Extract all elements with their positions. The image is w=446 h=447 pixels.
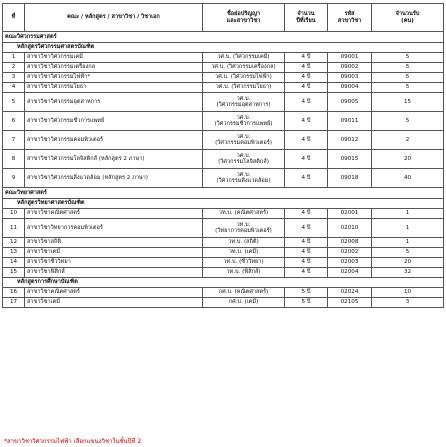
row-no: 17 xyxy=(3,298,25,308)
table-row xyxy=(3,268,444,278)
degree-line-1: วศ.บ. (วิศวกรรมโยธา) xyxy=(215,84,272,91)
row-years: 4 ปี xyxy=(285,63,328,73)
degree-line-2: (วิทยาการคอมพิวเตอร์) xyxy=(215,228,272,234)
row-seats: 1 xyxy=(372,238,444,248)
degree-line-1: วศ.บ. xyxy=(236,152,251,159)
row-degree xyxy=(203,73,285,83)
faculty-row xyxy=(3,32,444,43)
row-program: สาขาวิชาคณิตศาสตร์ xyxy=(25,209,203,219)
row-no: 9 xyxy=(3,169,25,188)
header-years: จำนวน ปีที่เรียน xyxy=(285,4,328,32)
degree-line-1: วศ.บ. (วิศวกรรมเคมี) xyxy=(217,54,270,61)
degree-line-1: วศ.บ. (วิศวกรรมเครื่องกล) xyxy=(211,64,276,71)
table-row xyxy=(3,73,444,83)
table-row xyxy=(3,248,444,258)
faculty-name: คณะวิศวกรรมศาสตร์ xyxy=(3,32,444,43)
row-years: 4 ปี xyxy=(285,53,328,63)
row-code: 02003 xyxy=(328,258,372,268)
row-seats: 5 xyxy=(372,83,444,93)
row-no: 4 xyxy=(3,83,25,93)
admission-table xyxy=(2,3,444,308)
table-row xyxy=(3,112,444,131)
row-no: 7 xyxy=(3,131,25,150)
table-row xyxy=(3,209,444,219)
row-code: 09004 xyxy=(328,83,372,93)
row-program: สาขาวิชาวิศวกรรมโลจิสติกส์ (หลักสูตร 2 ภาษา) xyxy=(25,150,203,169)
table-row xyxy=(3,219,444,238)
degree-line-1: วท.บ. (เคมี) xyxy=(228,249,259,256)
row-degree xyxy=(203,93,285,112)
row-code: 02024 xyxy=(328,288,372,298)
row-program: สาขาวิชาวิศวกรรมสิ่งแวดล้อม (หลักสูตร 2 ภาษา) xyxy=(25,169,203,188)
row-degree xyxy=(203,131,285,150)
row-program: สาขาวิชาฟิสิกส์ xyxy=(25,268,203,278)
row-years: 4 ปี xyxy=(285,150,328,169)
row-no: 2 xyxy=(3,63,25,73)
curriculum-row xyxy=(3,199,444,209)
curriculum-name: หลักสูตรการศึกษาบัณฑิต xyxy=(3,278,444,288)
degree-line-2: (วิศวกรรมสิ่งแวดล้อม) xyxy=(216,178,271,184)
faculty-row xyxy=(3,188,444,199)
degree-line-1: กศ.บ. (เคมี) xyxy=(228,299,259,306)
degree-line-2: (วิศวกรรมชีวการแพทย์) xyxy=(214,121,273,127)
row-degree xyxy=(203,63,285,73)
row-seats: 3 xyxy=(372,298,444,308)
header-seats: จำนวนรับ (คน) xyxy=(372,4,444,32)
degree-line-1: วศ.บ. xyxy=(236,171,251,178)
row-no: 14 xyxy=(3,258,25,268)
table-body xyxy=(3,32,444,308)
faculty-name: คณะวิทยาศาสตร์ xyxy=(3,188,444,199)
table-row xyxy=(3,258,444,268)
row-program: สาขาวิชาวิศวกรรมเครื่องกล xyxy=(25,63,203,73)
row-no: 11 xyxy=(3,219,25,238)
degree-line-2: (วิศวกรรมอุตสาหการ) xyxy=(216,102,271,108)
row-seats: 1 xyxy=(372,219,444,238)
row-degree xyxy=(203,209,285,219)
row-program: สาขาวิชาวิศวกรรมอุตสาหการ xyxy=(25,93,203,112)
row-code: 09003 xyxy=(328,73,372,83)
row-years: 4 ปี xyxy=(285,209,328,219)
row-program: สาขาวิชาวิศวกรรมไฟฟ้า* xyxy=(25,73,203,83)
row-seats: 2 xyxy=(372,131,444,150)
header-degree: ชื่อย่อปริญญา และสาขาวิชา xyxy=(203,4,285,32)
curriculum-row xyxy=(3,278,444,288)
row-years: 4 ปี xyxy=(285,169,328,188)
row-program: สาขาวิชาวิศวกรรมชีวการแพทย์ xyxy=(25,112,203,131)
table-row xyxy=(3,238,444,248)
row-seats: 5 xyxy=(372,63,444,73)
degree-line-1: วศ.บ. xyxy=(236,133,251,140)
row-code: 02010 xyxy=(328,219,372,238)
degree-line-1: วท.บ. (ชีววิทยา) xyxy=(223,259,264,266)
row-degree xyxy=(203,112,285,131)
row-degree xyxy=(203,219,285,238)
row-code: 09018 xyxy=(328,169,372,188)
row-code: 09011 xyxy=(328,112,372,131)
row-seats: 5 xyxy=(372,248,444,258)
table-row xyxy=(3,63,444,73)
row-degree xyxy=(203,258,285,268)
row-years: 4 ปี xyxy=(285,73,328,83)
row-program: สาขาวิชาเคมี xyxy=(25,248,203,258)
header-code: รหัส สาขาวิชา xyxy=(328,4,372,32)
row-seats: 20 xyxy=(372,258,444,268)
row-no: 8 xyxy=(3,150,25,169)
row-seats: 1 xyxy=(372,209,444,219)
degree-line-2: (วิศวกรรมคอมพิวเตอร์) xyxy=(215,140,272,146)
degree-line-1: วท.บ. xyxy=(236,221,251,228)
table-row xyxy=(3,298,444,308)
row-seats: 15 xyxy=(372,93,444,112)
row-program: สาขาวิชาวิศวกรรมเคมี xyxy=(25,53,203,63)
row-no: 10 xyxy=(3,209,25,219)
row-years: 4 ปี xyxy=(285,258,328,268)
row-seats: 40 xyxy=(372,169,444,188)
row-seats: 32 xyxy=(372,268,444,278)
row-seats: 5 xyxy=(372,112,444,131)
row-seats: 5 xyxy=(372,53,444,63)
row-years: 4 ปี xyxy=(285,112,328,131)
table-row xyxy=(3,131,444,150)
degree-line-1: วท.บ. (สถิติ) xyxy=(228,239,259,246)
degree-line-2: (วิศวกรรมโลจิสติกส์) xyxy=(218,159,269,165)
row-years: 4 ปี xyxy=(285,219,328,238)
row-no: 16 xyxy=(3,288,25,298)
row-degree xyxy=(203,298,285,308)
degree-line-1: วศ.บ. xyxy=(236,114,251,121)
curriculum-row xyxy=(3,43,444,53)
curriculum-name: หลักสูตรวิศวกรรมศาสตรบัณฑิต xyxy=(3,43,444,53)
row-code: 02002 xyxy=(328,248,372,258)
degree-line-1: วท.บ. (คณิตศาสตร์) xyxy=(218,210,269,217)
table-row xyxy=(3,53,444,63)
degree-line-1: วท.บ. (ฟิสิกส์) xyxy=(226,269,261,276)
row-no: 15 xyxy=(3,268,25,278)
degree-line-1: วศ.บ. (วิศวกรรมไฟฟ้า) xyxy=(215,74,272,81)
row-program: สาขาวิชาวิทยาการคอมพิวเตอร์ xyxy=(25,219,203,238)
row-code: 02008 xyxy=(328,238,372,248)
row-years: 4 ปี xyxy=(285,93,328,112)
row-degree xyxy=(203,83,285,93)
row-no: 13 xyxy=(3,248,25,258)
row-program: สาขาวิชาเคมี xyxy=(25,298,203,308)
row-code: 09002 xyxy=(328,63,372,73)
table-row xyxy=(3,169,444,188)
row-no: 12 xyxy=(3,238,25,248)
row-code: 09012 xyxy=(328,131,372,150)
row-no: 1 xyxy=(3,53,25,63)
row-program: สาขาวิชาคณิตศาสตร์ xyxy=(25,288,203,298)
row-seats: 20 xyxy=(372,150,444,169)
row-degree xyxy=(203,238,285,248)
header-no: ที่ xyxy=(3,4,25,32)
table-row xyxy=(3,93,444,112)
row-years: 4 ปี xyxy=(285,248,328,258)
row-years: 5 ปี xyxy=(285,298,328,308)
row-no: 3 xyxy=(3,73,25,83)
row-degree xyxy=(203,169,285,188)
row-program: สาขาวิชาสถิติ xyxy=(25,238,203,248)
row-degree xyxy=(203,248,285,258)
row-program: สาขาวิชาชีววิทยา xyxy=(25,258,203,268)
table-row xyxy=(3,288,444,298)
degree-line-1: วศ.บ. xyxy=(236,95,251,102)
row-years: 4 ปี xyxy=(285,268,328,278)
row-degree xyxy=(203,150,285,169)
row-code: 09005 xyxy=(328,93,372,112)
row-years: 4 ปี xyxy=(285,238,328,248)
row-degree xyxy=(203,268,285,278)
table-header-row xyxy=(3,4,444,32)
row-code: 02105 xyxy=(328,298,372,308)
row-program: สาขาวิชาวิศวกรรมโยธา xyxy=(25,83,203,93)
row-no: 6 xyxy=(3,112,25,131)
row-code: 09015 xyxy=(328,150,372,169)
footnote: *สาขาวิชาวิศวกรรมไฟฟ้า เลือกแขนงวิชาในชั้นปีที่ 2 xyxy=(4,438,142,445)
row-program: สาขาวิชาวิศวกรรมคอมพิวเตอร์ xyxy=(25,131,203,150)
row-degree xyxy=(203,288,285,298)
row-no: 5 xyxy=(3,93,25,112)
row-seats: 5 xyxy=(372,73,444,83)
row-seats: 10 xyxy=(372,288,444,298)
row-code: 09001 xyxy=(328,53,372,63)
curriculum-name: หลักสูตรวิทยาศาสตรบัณฑิต xyxy=(3,199,444,209)
row-years: 4 ปี xyxy=(285,131,328,150)
row-code: 02004 xyxy=(328,268,372,278)
row-years: 4 ปี xyxy=(285,83,328,93)
table-row xyxy=(3,83,444,93)
row-degree xyxy=(203,53,285,63)
row-code: 02001 xyxy=(328,209,372,219)
table-row xyxy=(3,150,444,169)
row-years: 5 ปี xyxy=(285,288,328,298)
header-program: คณะ / หลักสูตร / สาขาวิชา / วิชาเอก xyxy=(25,4,203,32)
degree-line-1: กศ.บ. (คณิตศาสตร์) xyxy=(218,289,269,296)
